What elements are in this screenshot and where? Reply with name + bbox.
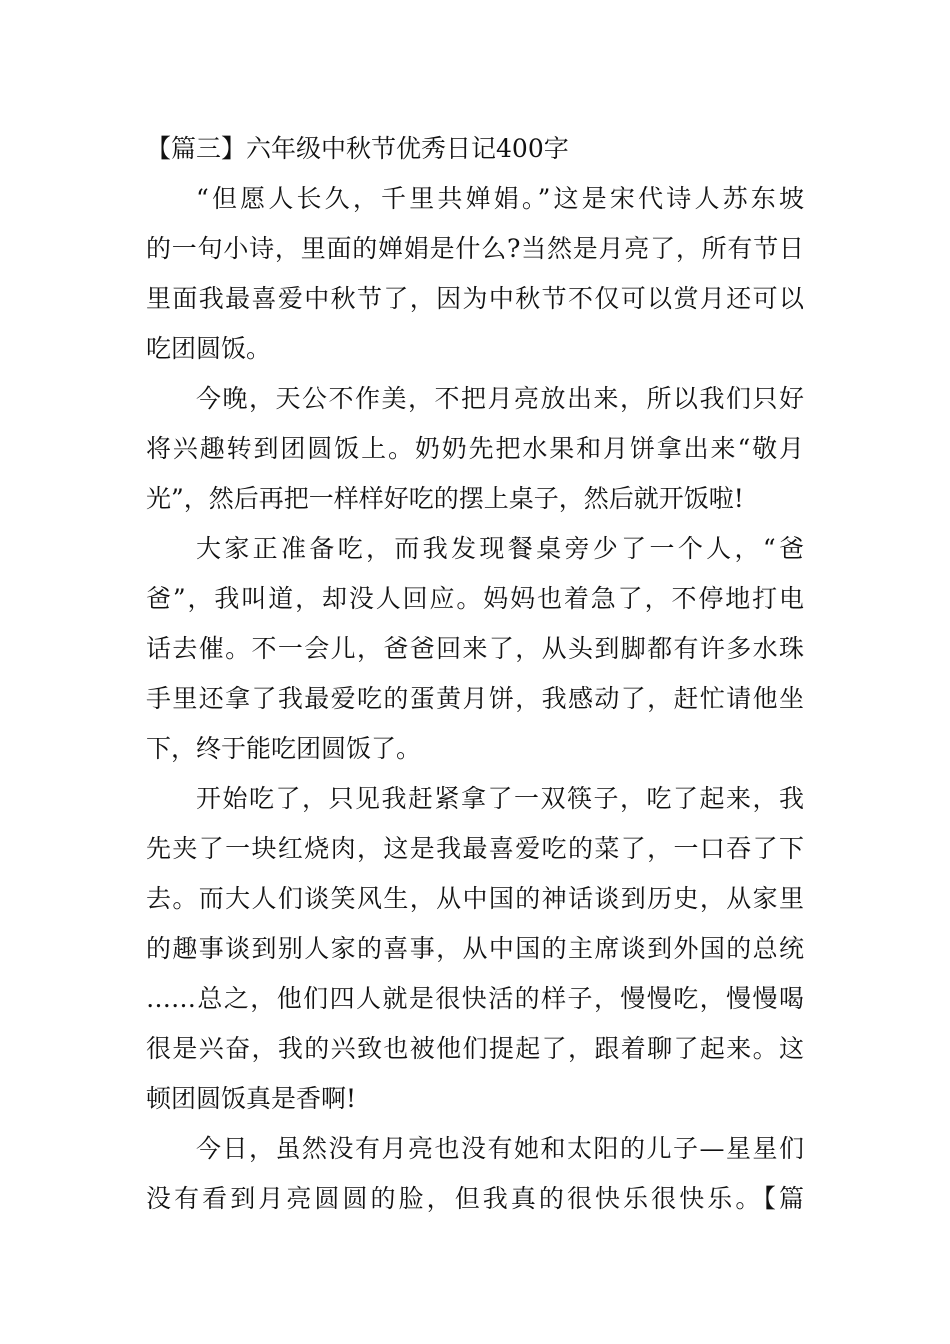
text-line: 的趣事谈到别人家的喜事，从中国的主席谈到外国的总统 (146, 934, 804, 963)
text-line: 里面我最喜爱中秋节了，因为中秋节不仅可以赏月还可以 (146, 284, 804, 313)
text-line: 大家正准备吃，而我发现餐桌旁少了一个人，“爸 (196, 534, 804, 563)
text-line: 开始吃了，只见我赶紧拿了一双筷子，吃了起来，我 (196, 784, 804, 813)
text-line: 爸”，我叫道，却没人回应。妈妈也着急了，不停地打电 (146, 584, 804, 613)
text-line: “但愿人长久，千里共婵娟。”这是宋代诗人苏东坡 (196, 184, 804, 213)
text-line: 顿团圆饭真是香啊! (146, 1084, 357, 1113)
text-line: ……总之，他们四人就是很快活的样子，慢慢吃，慢慢喝 (146, 984, 804, 1013)
text-line: 手里还拿了我最爱吃的蛋黄月饼，我感动了，赶忙请他坐 (146, 684, 804, 713)
text-line: 光”，然后再把一样样好吃的摆上桌子，然后就开饭啦! (146, 484, 744, 513)
text-line: 将兴趣转到团圆饭上。奶奶先把水果和月饼拿出来“敬月 (146, 434, 804, 463)
text-line: 很是兴奋，我的兴致也被他们提起了，跟着聊了起来。这 (146, 1034, 804, 1063)
document-title: 【篇三】六年级中秋节优秀日记400字 (146, 134, 569, 163)
text-line: 去。而大人们谈笑风生，从中国的神话谈到历史，从家里 (146, 884, 804, 913)
text-line: 吃团圆饭。 (146, 334, 272, 363)
text-line: 今晚，天公不作美，不把月亮放出来，所以我们只好 (196, 384, 804, 413)
text-line: 先夹了一块红烧肉，这是我最喜爱吃的菜了，一口吞了下 (146, 834, 804, 863)
text-line: 没有看到月亮圆圆的脸，但我真的很快乐很快乐。【篇 (146, 1184, 804, 1213)
text-line: 下，终于能吃团圆饭了。 (146, 734, 422, 763)
text-line: 今日，虽然没有月亮也没有她和太阳的儿子—星星们 (196, 1134, 804, 1163)
text-line: 的一句小诗，里面的婵娟是什么?当然是月亮了，所有节日 (146, 234, 804, 263)
text-line: 话去催。不一会儿，爸爸回来了，从头到脚都有许多水珠 (146, 634, 804, 663)
